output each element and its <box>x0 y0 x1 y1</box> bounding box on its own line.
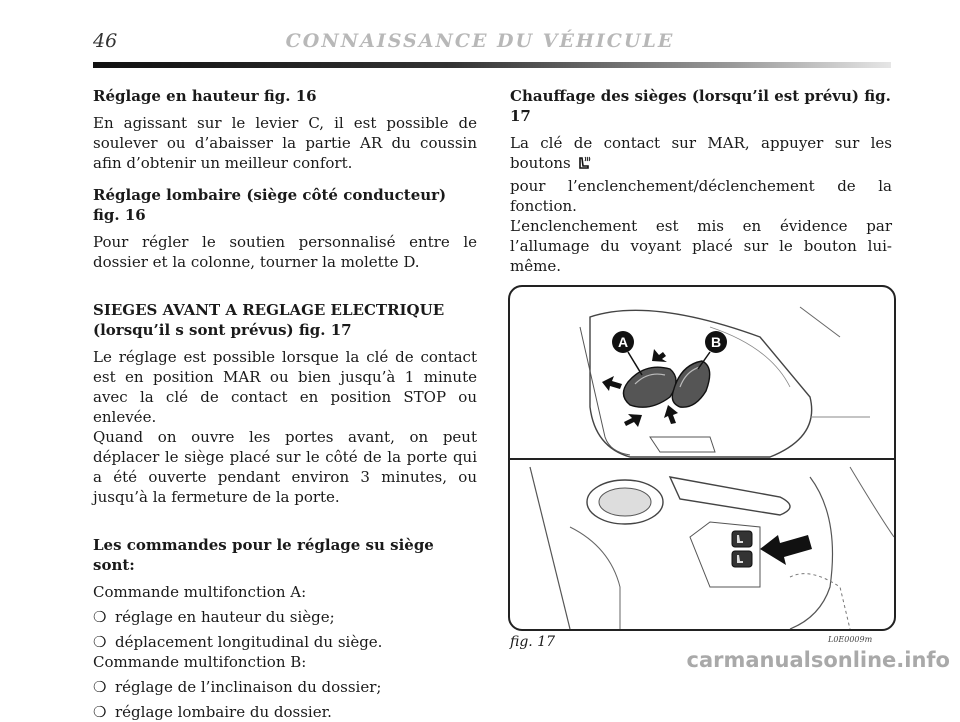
list-item-text: réglage de l’inclinaison du dossier; <box>115 678 382 696</box>
paragraph-seat-heating <box>510 133 892 216</box>
control-b <box>672 361 709 407</box>
paragraph-lumbar-adjust: Pour régler le soutien personnalisé entre le dossier et la colonne, tourner la molette D. <box>93 233 477 271</box>
bullet-circle-icon: ❍ <box>93 703 107 721</box>
seat-controls-illustration <box>510 287 894 629</box>
list-item-text: déplacement longitudinal du siège. <box>115 633 383 651</box>
heating-text-2: pour l’enclenchement/déclenchement de la fonction. <box>510 177 892 215</box>
bullet-circle-icon: ❍ <box>93 633 107 651</box>
cup-holder <box>587 480 663 524</box>
heading-lumbar-adjust: Réglage lombaire (siège côté conducteur) fig. 16 <box>93 186 447 224</box>
heating-text-1: La clé de contact sur MAR, appuyer sur les boutons <box>510 134 892 172</box>
svg-text:B: B <box>710 334 722 350</box>
bullet-circle-icon: ❍ <box>93 608 107 626</box>
figure-code: L0E0009m <box>828 635 873 644</box>
heating-buttons <box>732 531 752 567</box>
arrow-icon <box>760 535 812 565</box>
list-item <box>93 702 477 722</box>
left-column <box>93 86 477 722</box>
list-item <box>93 677 477 697</box>
section-title: CONNAISSANCE DU VÉHICULE <box>285 30 675 52</box>
heading-electric-seats <box>93 300 477 340</box>
figure-seat-controls <box>508 285 896 631</box>
list-item <box>93 632 477 652</box>
callout-b <box>698 331 727 369</box>
svg-text:A: A <box>617 334 629 350</box>
header-rule <box>93 62 891 68</box>
command-b-label: Commande multifonction B: <box>93 653 307 671</box>
paragraph-electric-seats-2: Quand on ouvre les portes avant, on peut déplacer le siège placé sur le côté de la porte qui a été ouverte pendant environ 3 minutes, ou jusqu’à la fermeture de la porte. <box>93 428 477 506</box>
command-a-label: Commande multifonction A: <box>93 583 307 601</box>
control-a <box>623 367 676 407</box>
callout-a <box>612 331 642 375</box>
seat-heater-icon <box>576 155 592 176</box>
list-item-text: réglage lombaire du dossier. <box>115 703 332 721</box>
heading-electric-seats-line2: (lorsqu’il s sont prévus) fig. 17 <box>93 321 352 339</box>
handbrake-lever <box>670 477 790 515</box>
list-item <box>93 607 477 627</box>
right-column <box>510 86 892 276</box>
paragraph-electric-seats-1: Le réglage est possible lorsque la clé de contact est en position MAR ou bien jusqu’à 1 minute avec la clé de contact en position STOP ou enlevée. <box>93 348 477 426</box>
page-number: 46 <box>93 30 118 52</box>
heading-commands: Les commandes pour le réglage su siège sont: <box>93 536 434 574</box>
bullet-circle-icon: ❍ <box>93 678 107 696</box>
paragraph-height-adjust: En agissant sur le levier C, il est possible de soulever ou d’abaisser la partie AR du coussin afin d’obtenir un meilleur confort. <box>93 114 477 172</box>
heading-electric-seats-line1: SIEGES AVANT A REGLAGE ELECTRIQUE <box>93 301 445 319</box>
heading-seat-heating: Chauffage des sièges (lorsqu’il est prévu) fig. 17 <box>510 87 891 125</box>
heading-height-adjust: Réglage en hauteur fig. 16 <box>93 87 317 105</box>
figure-caption: fig. 17 <box>510 634 556 650</box>
list-item-text: réglage en hauteur du siège; <box>115 608 335 626</box>
paragraph-seat-heating-2: L’enclenchement est mis en évidence par l’allumage du voyant placé sur le bouton lui-même. <box>510 217 892 275</box>
watermark: carmanualsonline.info <box>686 648 950 672</box>
